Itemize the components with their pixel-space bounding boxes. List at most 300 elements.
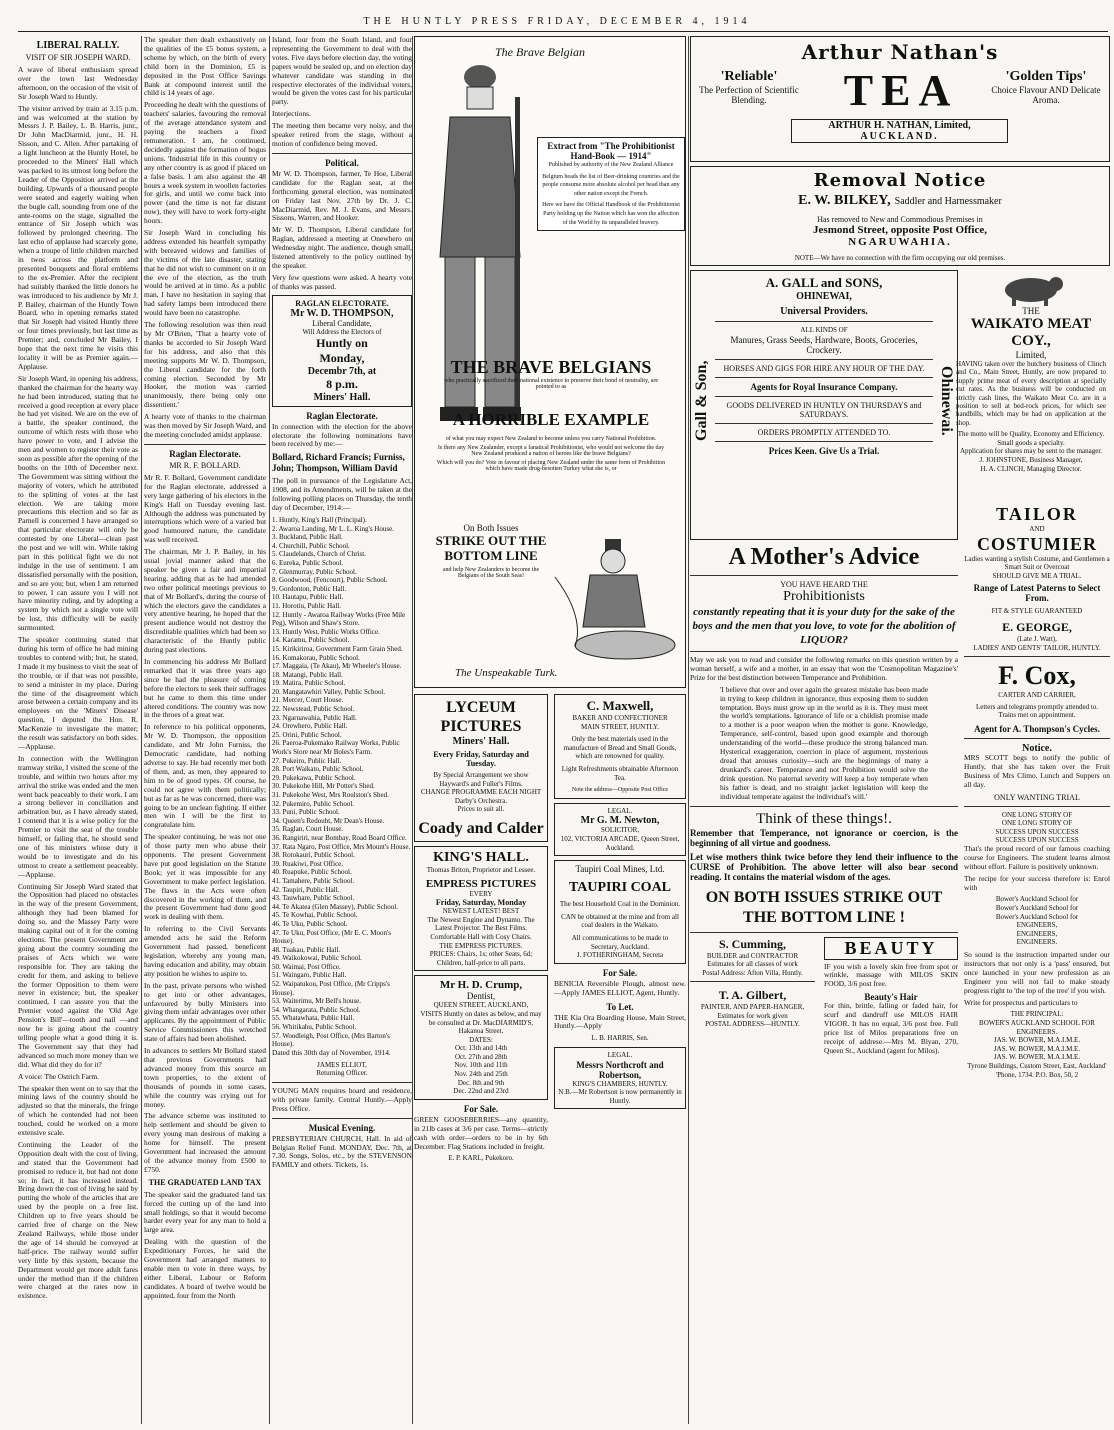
divider [272, 1082, 412, 1083]
paragraph: A wave of liberal enthusiasm spread over the town last Wednesday afternoon, on the occasion of the visit of Sir Joseph Ward to Huntly. [18, 65, 138, 101]
paragraph: In referring to the Civil Servants amended acts he said the Reform Government had passed, beneficent legislation, whereby any young man, having education and ability, may obtain any position he wishes to aspire to. [144, 924, 266, 978]
ad-day: Monday, [319, 350, 365, 365]
column-3 [272, 36, 412, 1424]
crump-addr: QUEEN STREET, AUCKLAND, [433, 1001, 529, 1010]
golden-block [991, 69, 1101, 105]
polling-place: 52. Waipatukou, Post Office, (Mr Cripps's House). [272, 980, 390, 997]
paragraph: In connection with the Wellington tramway strike, I visited the scene of the trouble, and within two hours after my arrival the strike was ended and the men went back peaceably to their work. I am a strong believer in conciliation and arbitration but, as I have already stated, I contend that it is a wise policy for the Premier to visit the seat of the trouble himself, or failing that, he should send one of his ministers whose duty it would be to investigate and do his utmost to create a settlement peaceably.—Applause. [18, 753, 138, 879]
divider [715, 441, 933, 442]
paragraph: The advance scheme was instituted to help settlement and should be given to every young man desirous of making a home for himself. The present Government had increased the amount of the advance money from £500 to £750. [144, 1111, 266, 1174]
paragraph: Very few questions were asked. A hearty vote of thanks was passed. [272, 272, 412, 291]
lower-row [690, 504, 1110, 1424]
polling-place: 36. Rangiriri, near Bombay, Road Board Office. [272, 833, 407, 842]
lyceum-ad [414, 694, 548, 842]
ad-role: Liberal Candidate, [312, 318, 372, 328]
paragraph: Mr W. D. Thompson, Liberal candidate for Raglan, addressed a meeting at Onewhero on Wednesday night. The audience, though small, listened attentively to the policy outlined by the speaker. [272, 225, 412, 270]
divider [690, 806, 958, 807]
mother-advice-ad [690, 544, 958, 1057]
tailor-ad [964, 504, 1110, 652]
beauty-body: IF you wish a lovely skin free from spot or wrinkle, massage with MILOS SKIN FOOD, 3/6 post free. [824, 961, 958, 989]
masthead-rule [18, 31, 1108, 32]
paragraph: Continuing the Leader of the Opposition dealt with the cost of living, and stated that the Government had promised to reduce it, but had not done so; in fact, it has increased instead. Bring down the cost of living he said by putting the whole of the articles that are used by the people on a free list. Children up to five years should be carried free of charge on the New Zealand Railways, while those under the age of 14 should be conveyed at half-price. The railway would suffer very little by this system, because the Department would get more adult fares under the method than if the children were charged at the rates now in existence. [18, 1139, 138, 1301]
polling-place: 18. Matangi, Public Hall. [272, 670, 343, 679]
paragraph: The poll in pursuance of the Legislature Act, 1908, and its Amendments, will be taken at the following polling places on Thursday, the tenth day of December, 1914:— [272, 476, 412, 513]
column-rule [269, 36, 270, 1424]
tailor-body: Ladies wanting a stylish Costume, and Gentlemen a Smart Suit or Overcoat [964, 554, 1110, 572]
taupiri-body: CAN be obtained at the mine and from all coal dealers in the Waikato. [561, 912, 679, 930]
empress-days: Friday, Saturday, Monday [435, 898, 527, 908]
polling-place: 10. Hautapu, Public Hall. [272, 593, 344, 602]
paragraph: The speaker continuing, he was not one of those party men who abuse their opponents. The present Government have put good legislation on the Statute Book; yet it was impossible for any Government to make perfect legislation. The flaws in the Acts were often discovered in the working of them, and the present Government had done good work in dealing with them. [144, 832, 266, 922]
paragraph: A hearty vote of thanks to the chairman was then moved by Sir Joseph Ward, and the meeting concluded amidst applause. [144, 412, 266, 439]
divider [690, 651, 958, 652]
paragraph: Island, four from the South Island, and four representing the Government to deal with the votes. Five days before election day, the voting papers would be sealed up, and on election day whatever candidate was standing in the respective electorates of the individual voters, would be given the votes cast for his particular party. [272, 36, 412, 107]
cox-ad [964, 661, 1110, 734]
strike-block [435, 523, 547, 579]
meat-mgr: J. JOHNSTONE, Business Manager, [979, 456, 1083, 465]
bower-tyrone: Tyrone Buildings, Custom Street, East, Auckland' [967, 1062, 1107, 1071]
divider [690, 981, 815, 982]
divider [690, 575, 958, 576]
lyceum-prices: Prices to suit all. [457, 805, 505, 814]
kings-prop: Thomas Briton, Proprietor and Lessee. [426, 865, 536, 874]
polling-place: 8. Goodwood, (Fencourt), Public School. [272, 576, 388, 585]
golden: 'Golden Tips' [1005, 69, 1087, 84]
extract-title: Extract from "The Prohibitionist Hand-Book — 1914" [547, 141, 675, 161]
every: EVERY [469, 889, 493, 898]
tailor-title: TAILOR [996, 504, 1078, 524]
gall-ad [690, 270, 958, 540]
nathan-ltd-box [791, 119, 1008, 143]
section-heading: For Sale. [463, 1103, 499, 1114]
reliable: 'Reliable' [720, 69, 778, 84]
maxwell-trade: BAKER AND CONFECTIONER [572, 714, 668, 722]
column-4 [414, 36, 686, 1424]
kings-title: KING'S HALL. [433, 849, 529, 865]
crump-ad [414, 975, 548, 1100]
gall-univ: Universal Providers. [780, 306, 868, 317]
classified: BENICIA Reversible Plough, almost new.—Apply JAMES ELLIOT, Agent, Huntly. [554, 978, 686, 997]
thompson-ad [272, 295, 412, 407]
classified: YOUNG MAN requires board and residence, with private family. Central Huntly.—Apply Press Office. [272, 1085, 412, 1113]
polling-place: 50. Waimai, Post Office. [272, 962, 341, 971]
gall-place: OHINEWAI, [796, 291, 852, 302]
beauty-hair-body: For thin, brittle, falling or faded hair, for scurf and dandruff use MILOS HAIR VIGOR. It has no equal, 3/6 post free. Full price list of Milos preparations free on receipt of addrese.—Mrs M. Blyan, 270, Queen St., Auckland (agent for Milos). [824, 1001, 958, 1055]
bower-eng: ENGINEERS, [1016, 921, 1058, 930]
column-5 [690, 36, 1110, 1424]
polling-place: 40. Ruapuke, Public School. [272, 868, 352, 877]
mother-wise: Let wise mothers think twice before they lend their influence to the CURSE of Prohibition. The above letter will also bear second reading. It contains the material wisdom of the ages. [690, 851, 958, 882]
cumming-title: S. Cumming, [718, 936, 786, 951]
divider [272, 153, 412, 154]
meat-title: WAIKATO MEAT COY., [970, 316, 1092, 349]
column-rule [688, 36, 689, 1424]
meat-motto: The motto will be Quality, Economy and Efficiency. [957, 430, 1105, 439]
coady-calder: Coady and Calder [418, 819, 544, 837]
cumming-est: Estimates for all classes of work [707, 960, 798, 969]
bower-sound: So sound is the instruction imparted under our instructors that not only is a 'pass' ensured, but once launched in your new profession as an Engineer you will not fail to make steady progress right to 'the top of the tree' if you wish. [964, 950, 1110, 995]
paragraph: The visitor arrived by train at 3.15 p.m. and was welcomed at the station by Messrs J. P. Bailey, L. B. Harris, junr., Dr John MacDiarmid, junr., H. H. Sisson, and C. Allen. After partaking of a light luncheon at the Huntly Hotel, he proceeded to the Miners' Hall which was packed to its utmost long before the Leader of the Opposition arrived at the building. Upwards of a thousand people were seated and eagerly waiting when the bugle call, sounding from one of the ante-rooms on the stage, signalled the entrance of Sir Joseph which was followed by prolonged cheering. The last echo of applause had scarcely gone, when a troupe of little children marched in twos across the platform and presented bouquets and floral emblems to the ex-Premier. After the recipient had suitably thanked the little donors he was introduced to his audience by Mr J. P. Bailey, chairman of the Huntly Town Board, who in opening remarks stated that Sir Joseph had visited Huntly three or four times previously, but last time as Premier; and, concluded Mr Bailey, I hope that the next time he visits this locality it will be as Premier again.—Applause. [18, 103, 138, 371]
bilkey-line [694, 191, 1106, 209]
horrible-sub: Which will you do? Vote in favour of placing New Zealand under the same form of Prohibition which have made drug-besotten Turkey what she is, or [436, 460, 666, 472]
crump-dates-head: DATES: [469, 1035, 493, 1044]
brave-heading: THE BRAVE BELGIANS [450, 357, 652, 377]
lyceum-arr: By Special Arrangement we show Hayward's and Fuller's Films. [433, 771, 529, 788]
polling-place: 31. Pukekohe West, Mrs Roulston's Shed. [272, 791, 389, 799]
polling-place: 24. Orewhero, Public Hall. [272, 722, 348, 731]
help-text: and help New Zealanders to become the Belgians of the South Seas! [442, 567, 540, 579]
cumming-addr: Postal Address: Afton Villa, Huntly. [702, 968, 803, 977]
polling-place: 45. Te Kowhai, Public School. [272, 911, 358, 920]
auckland: AUCKLAND. [860, 131, 939, 142]
polling-place: 15. Kirikiriroa, Government Farm Grain Shed. [272, 644, 403, 653]
crump-visits: VISITS Huntly on dates as below, and may be consulted at Dr. MacDIARMID'S, Hakanoa Street. [420, 1009, 542, 1036]
paragraph: Mr W. D. Thompson, farmer, Te Hoe, Liberal candidate for the Raglan seat, at the forthcoming general election, was nominated on Friday last Nov. 27th by Dr. J. C. MacDiarmid, Rev. M. J. Evans, and Messrs. Sissons, Warren, and Hooker. [272, 168, 412, 223]
paragraph: In connection with the election for the above electorate the following nominations have been received by me:— [272, 421, 412, 449]
cox-title: F. Cox, [998, 661, 1076, 691]
empress-title: EMPRESS PICTURES [425, 877, 537, 890]
bower-school: Bower's Auckland School for [995, 895, 1079, 904]
cox-role: CARTER AND CARRIER, [998, 691, 1076, 700]
polling-place: 38. Rotokauri, Public School. [272, 851, 355, 860]
polling-place: 34. Queen's Redoubt, Mr Dean's House. [272, 816, 385, 825]
polling-place: 14. Karamu, Public School. [272, 636, 350, 645]
classified: THE Kia Ora Boarding House, Main Street, Huntly.—Apply [554, 1012, 686, 1031]
lyceum-when: Every Friday, Saturday and Tuesday. [433, 750, 529, 768]
signer-role: Returning Officer. [316, 1069, 368, 1078]
polling-place: 9. Gordonton, Public Hall. [272, 584, 347, 593]
divider [715, 321, 933, 322]
polling-place: 48. Tuakau, Public Hall. [272, 945, 341, 954]
gall-title: A. GALL and SONS, [765, 275, 883, 290]
section-subhead: MR R. F. BOLLARD. [169, 460, 241, 470]
meat-md: H. A. CLINCH, Managing Director. [980, 464, 1082, 473]
bower-principal: THE PRINCIPAL: [1010, 1010, 1064, 1019]
paragraph: Mr R. F. Bollard, Government candidate for the Raglan electorate, addressed a very large gathering of his electors in the King's Hall on Tuesday evening last. Although the address was punctuated by interruptions which were of a varied but good humoured nature, the candidate was well received. [144, 472, 266, 545]
ad-place: Huntly on [316, 335, 368, 350]
col4-left-ads [414, 694, 548, 1163]
paragraph: The meeting then became very noisy, and the speaker retired from the stage, without a motion of confidence being moved. [272, 121, 412, 148]
polling-place: 32. Pukemiro, Public School. [272, 799, 355, 808]
paragraph: The speaker then dealt exhaustively on the qualities of the £5 bonus system, a scheme by which, on the birth of every child born in the Dominion, £5 is deposited in the Post Office Savings Bank at compound interest until the child is 14 years of age. [144, 36, 266, 98]
ad-hall: Miners' Hall. [313, 391, 371, 403]
legal-head: LEGAL. [607, 806, 633, 815]
paragraph: The speaker continuing stated that during his term of office he had mining troubles to contend with; but, he stated, I made it my business to visit the seat of the trouble, or if that was not possible, to send a minister in my place. During the time of the disagreement which arose between a certain company and its employees on the 'Miners' Disease' question, I deputed the Hon. R. MacKenzie to investigate the matter; the result was satisfactory on both sides.—Applause. [18, 635, 138, 751]
divider [715, 377, 933, 378]
meat-small: Small goods a specialty. [997, 438, 1065, 447]
divider [964, 806, 1110, 807]
northcroft-addr: KING'S CHAMBERS, HUNTLY. [572, 1079, 668, 1088]
crump-date: Dec. 8th and 9th [457, 1078, 505, 1087]
newton-name: Mr G. M. Newton, [580, 815, 660, 827]
extract-box [537, 137, 685, 231]
polling-place: 4. Churchill, Public School. [272, 541, 350, 550]
bower-body: That's the proud record of our famous coaching course for Engineers. The student learns almost without effort. Failure is positively unknown. [964, 843, 1110, 871]
polling-place: 43. Tauwhare, Public School. [272, 894, 355, 903]
polling-place: 22. Newstead, Public School. [272, 705, 355, 714]
prohibition-cartoon [414, 36, 686, 688]
paragraph: Dealing with the question of the Expeditionary Forces, he said the Government had arranged matters to enable men to vote in three ways, by either Liberal, Labour or Reform candidates. A board of twelve would be appointed, four from the North [144, 1237, 266, 1300]
taupiri-sub: The best Household Coal in the Dominion. [559, 900, 681, 909]
bower-school: Bower's Auckland School for [995, 904, 1079, 913]
paragraph: In commencing his address Mr Bollard remarked that it was three years ago since he had the pleasure of coming before the electors to seek their suffrages but he came to them this time under altered conditions. The country was now in the throes of a great war. [144, 657, 266, 720]
paragraph: A voice: The Ostrich Farm. [18, 1071, 99, 1081]
polling-place: 28. Port Waikato, Public School. [272, 765, 364, 774]
meat-shares: Application for shares may be sent to the manager. [959, 447, 1103, 456]
polling-place: 47. Te Uku, Post Office, (Mr E. C. Moon's House). [272, 928, 391, 946]
signer: E. P. KARL, Pukekoro. [448, 1154, 514, 1163]
reliable-block [699, 69, 799, 105]
maxwell-title: C. Maxwell, [586, 698, 654, 713]
tailor-fit: FIT & STYLE GUARANTEED [991, 607, 1083, 616]
jesmond: Jesmond Street, opposite Post Office, [813, 224, 987, 236]
bower-jas: JAS. W. BOWER, M.A.I.M.E. [993, 1053, 1081, 1062]
column-rule [141, 36, 142, 1424]
taupiri-co: Taupiri Coal Mines, Ltd. [575, 864, 665, 875]
maxwell-light: Light Refreshments obtainable Afternoon Tea. [561, 764, 679, 782]
bower-success: SUCCESS UPON SUCCESS [995, 827, 1079, 836]
gall-horses: HORSES AND GIGS FOR HIRE ANY HOUR OF THE DAY. [723, 363, 925, 373]
tailor-late: (Late J. Watt), [1017, 634, 1057, 643]
bower-eng: ENGINEERS. [1016, 938, 1058, 947]
polling-place: 23. Ngaruawahia, Public Hall. [272, 713, 357, 722]
crump-dates [418, 1044, 544, 1096]
crump-date: Nov. 24th and 25th [454, 1070, 508, 1079]
gilbert-role: PAINTER, AND PAPER-HANGER, [700, 1003, 805, 1012]
beauty-ad [824, 937, 958, 1059]
polling-place: 2. Awaroa Landing, Mr L. L. King's House. [272, 524, 394, 533]
tailor-range: Range of Latest Paterns to Select From. [973, 583, 1101, 604]
polling-place: 26. Paeroa-Pukemako Railway Works, Public Work's Store near Mr Boles's Farm. [272, 739, 400, 757]
belgian-caption: The Brave Belgian [495, 45, 585, 59]
paragraph: In reference to his political opponents, Mr W. D. Thompson, the opposition candidate, and Mr John Furniss, the Democratic candidate, had nothing adverse to say. He had recently met both of them, and, as men, they appeared to him to be of good types. Of course, he could not agree with them politically; but as far as he was concerned, there was going to be an unclean fighting. If either men win I will be the first to congratulate him. [144, 722, 266, 830]
paragraph: In advances to settlers Mr Bollard stated that previous Governments had advanced money from this source on town properties, to the extent of thousands of pounds in some cases, while the country was crying out for money. [144, 1046, 266, 1109]
newton-addr: 102, VICTORIA ARCADE, Queen Street, Auckland. [560, 834, 680, 852]
paragraph: The speaker then went on to say that the mining laws of the country should be adjusted so that the minerals, the fringe of which he contended had not been touched, could be worked on a more extensive scale. [18, 1083, 138, 1138]
section-heading: Musical Evening. [308, 1122, 376, 1133]
polling-list [272, 516, 412, 1049]
brave-sub: who practically sacrificed their national existence to preserve their bond of neutrality, are pointed to as [443, 378, 659, 390]
crump-role: Dentist, [466, 991, 496, 1002]
northcroft-note: N.B.—Mr Robertson is now permanently in Huntly. [558, 1088, 682, 1105]
divider [964, 656, 1110, 657]
bower-success: SUCCESS UPON SUCCESS [995, 836, 1079, 845]
bower-eng: ENGINEERS, [1016, 929, 1058, 938]
polling-place: 17. Maggaia, (Te Akau), Mr Wheeler's House. [272, 662, 402, 671]
divider [715, 423, 933, 424]
divider [715, 396, 933, 397]
cox-trains: Trains met on appointment. [998, 711, 1076, 720]
maxwell-ad [554, 694, 686, 799]
ngaruawahia: NGARUWAHIA. [848, 236, 952, 248]
paragraph: Interjections. [272, 109, 311, 119]
article-subtitle: VISIT OF SIR JOSEPH WARD. [25, 53, 131, 62]
paragraph: Continuing Sir Joseph Ward stated that the Opposition had placed no obstacles in the way of the present Government, although they had been blamed for doing so, and the Massey Party were making capital out of it for the coming elections. The present Government are going about the country sounding the praises of Acts which we were responsible for. They are taking the credit for them, and asking to believe the former Opposition to them were never in existence; but, the speaker continued, I can assure you that the Premier voted against the 'Old Age Pension's Bill'—tooth and nail —and now he is going about the country telling people what a good thing it is. The Government say that they had advanced so much more money than we did. What did they do for it? [18, 881, 138, 1069]
maxwell-body: Only the best materials used in the manufacture of Bread and Small Goods, which are renowned for quality. [563, 735, 677, 761]
bower-phone: 'Phone, 1734. P.O. Box, 50, 2 [995, 1070, 1079, 1079]
tailor-role: LADIES' AND GENTS' TAILOR, HUNTLY. [973, 643, 1101, 652]
gall-side-right: Ohinewai. [938, 366, 955, 436]
taupiri-signer: J. FOTHERINGHAM, Secreta [576, 951, 664, 960]
gall-goods: Manures, Grass Seeds, Hardware, Boots, Groceries, Crockery. [730, 334, 918, 355]
cumming-beauty-row [690, 937, 958, 1057]
bower-recipe: The recipe for your success therefore is: Enrol with [964, 873, 1110, 892]
extract-body: Here we have the Official Handbook of the Prohibitionist Party holding up the Nation which has won the affection of the World by its unparalleled bravery. [542, 202, 680, 226]
bilkey-name: E. W. BILKEY, [798, 193, 891, 208]
paragraph: Sir Joseph Ward, in opening his address, thanked the chairman for the hearty way he had been introduced, stating that he received a good reception at every place he had yet visited. We are on the eve of a battle, the speaker continued, the outcome of which rests with those who have power to vote, and I advise the men and women to register their vote as soon as possible after the opening of the booths on the 10th of December next. The Government was sitting without the majority of voters, which he attributed to the splitting of votes at the last election. We are taking more precautions this election and so far as Parnell is concerned I have arranged so that particular electorate will only be contested by one Liberal—clean past the post and we will win. While taking part in this political fight we do not indulge in the use of sentiment. I am dissatisfied personally with the position, and so are you; but, when I am returned to power, I can assure you I will not have minority ruling, and by adopting a system by which not a single vote will be lost, this difficulty will be easily surmounted. [18, 373, 138, 633]
cox-agent: Agent for A. Thompson's Cycles. [974, 723, 1100, 734]
bower-jas: JAS. W. BOWER, M.A.I.M.E. [993, 1036, 1081, 1045]
bower-school: Bower's Auckland School for [995, 912, 1079, 921]
gall-agents: Agents for Royal Insurance Company. [750, 381, 898, 392]
mother-quote: 'I believe that over and over again the greatest mistake has been made in trying to keep children in ignorance, thus exposing them to sudden temptation. Boys must grow up in the world as it is. They must meet the world's temptations. Ignorance of life or a childish promise made to a mother is a poor weapon when the mother is gone. Knowledge, Temperance, self-control, based upon good example and thorough understanding of the world—these produce the strong balanced man. Hysterical exaggeration, coercion in place of argument, mysterious dread that arouses curiosity—such are the beginnings of many a drunkard's career. Temperance and not Prohibition would solve the drink question. No paternal severity will keep a boy temperate when his father is dead, and no straight jacket legislation will keep the individual temperate against the individual's will.' [720, 684, 928, 801]
polling-place: 42. Taupiri, Public Hall. [272, 885, 340, 894]
removal-ad [690, 166, 1110, 266]
crump-date: Oct. 13th and 14th [454, 1044, 508, 1053]
polling-place: 19. Matira, Public School. [272, 679, 346, 688]
paragraph: Sir Joseph Ward in concluding his address extended his heartfelt sympathy with bereaved widows and families of the victims of the late disaster, stating that he did not wish to comment on it on the eve of the election, as the truth would be arrived at in time. As a public man, I have no hesitation in saying that had safety lamps been introduced there would have been no catastrophe. [144, 228, 266, 318]
column-rule [412, 36, 413, 1424]
kings-body: The Newest Engine and Dynamo. The Latest Projector. The Best Films. Comfortable Hall with Cosy Chairs. [427, 915, 535, 941]
tailor-should: SHOULD GIVE ME A TRIAL. [992, 571, 1082, 580]
polling-place: 51. Waingaro, Public Hall. [272, 971, 347, 980]
horrible-sub: of what you may expect New Zealand to become unless you carry National Prohibition. [445, 436, 657, 442]
taupiri-comm: All communications to be made to Secretary, Auckland. [571, 933, 669, 951]
divider [964, 738, 1110, 739]
mother-think: Think of these things!. [756, 810, 892, 827]
mother-line: constantly repeating that it is your duty for the sake of the boys and the men that you love, to vote for the abolition of LIQUOR? [692, 606, 956, 646]
gilbert-addr: POSTAL ADDRESS—HUNTLY. [705, 1020, 800, 1029]
newton-role: SOLICITOR, [600, 826, 640, 835]
polling-place: 3. Buckland, Public Hall. [272, 533, 343, 542]
bower-story: ONE LONG STORY OF [1001, 810, 1073, 819]
bower-story: ONE LONG STORY OF [1001, 819, 1073, 828]
section-heading: Raglan Electorate. [169, 448, 241, 459]
bower-ad [964, 811, 1110, 1080]
paragraph: The chairman, Mr J. P. Bailey, in his usual jovial manner asked that the speaker be given a fair and impartial hearing, adding that as he had attended two other political meetings previous to that of Mr Bollard's, during the course of which the electors gave the candidates a very attentive hearing, he hoped that the present audience would not destroy the discreditable qualities which had been so characteristic of the Huntly public during past elections. [144, 547, 266, 655]
paragraph: Proceeding he dealt with the questions of teachers' salaries, favouring the removal of the average attendance system and paying the teachers a fixed remuneration. I am, he continued, decidedly against the formation of bogus unions. 'Industrial life in this country or any other country is as good if placed on a false basis. I am also against the 48 hours a week system in woollen factories for girls, and until we come back into power (and the time is not far distant now), they will have to work forty-eight hours. [144, 100, 266, 226]
notice-only: ONLY WANTING TRIAL [994, 792, 1080, 802]
costumier-title: COSTUMIER [976, 533, 1097, 554]
notice-body: MRS SCOTT begs to notify the public of Huntly, that she has taken over the Fruit Business of Mrs Climo. Lunch and Suppers on all day. [964, 752, 1110, 789]
divider [690, 932, 958, 933]
divider [715, 359, 933, 360]
lyceum-orch: Darby's Orchestra. [454, 796, 508, 805]
cumming-role: BUILDER and CONTRACTOR [706, 951, 799, 960]
beauty-hair: Beauty's Hair [864, 992, 918, 1003]
section-heading: To Let. [606, 1001, 634, 1012]
both-issues: On Both Issues [463, 523, 519, 533]
turk-caption: The Unspeakable Turk. [455, 667, 558, 679]
removal-title: Removal Notice [813, 170, 987, 191]
section-heading: Raglan Electorate. [306, 410, 378, 421]
gall-side-left: Gall & Son, [693, 360, 710, 442]
polling-place: 20. Mangatawhiri Valley, Public School. [272, 687, 386, 696]
horrible-sub: Is there any New Zealander, except a fanatical Prohibitionist, who would not welcome the day New Zealand produced a nation of heroes like the brave Belgians? [437, 445, 665, 457]
polling-place: 16. Komakorau, Public School. [272, 653, 360, 662]
gilbert-title: T. A. Gilbert, [718, 988, 787, 1003]
polling-place: 41. Tamahere, Public School. [272, 876, 355, 885]
polling-place: 57. Woodleigh, Post Office, (Mrs Barton's House). [272, 1031, 390, 1049]
lyceum-change: CHANGE PROGRAMME EACH NIGHT [420, 788, 542, 797]
col4-right-ads [554, 694, 686, 1113]
taupiri-ad [554, 860, 686, 964]
section-heading: Political. [325, 157, 359, 168]
divider [272, 1118, 412, 1119]
bower-bauck: BOWER'S AUCKLAND SCHOOL FOR ENGINEERS. [979, 1019, 1095, 1036]
beauty-title: BEAUTY [824, 937, 958, 960]
tea-title: TEA [843, 66, 959, 115]
maxwell-addr: MAIN STREET, HUNTLY. [581, 722, 659, 731]
tailor-and: AND [1029, 525, 1045, 533]
horrible-heading: A HORRIBLE EXAMPLE [452, 410, 650, 429]
divider [144, 444, 266, 445]
extract-by: Published by authority of the New Zealand Alliance [548, 162, 674, 168]
northcroft-ad [554, 1047, 686, 1109]
paragraph: In the past, private persons who wished to get into or other advantages, unfavoured by bully Ministers into giving them unfair advantages over other applicants. By the appointment of Public Service Commissioners this wretched state of affairs had been abolished. [144, 980, 266, 1044]
strike-heading: STRIKE OUT THE BOTTOM LINE [435, 533, 547, 563]
meat-body: HAVING taken over the butchery business of Clinch and Co., Main Street, Huntly, are now prepared to supply prime meat of every description at specially cut rates. As the business will be conducted on strictly cash lines, the Waikato Meat Co. are in a position to sell at bed-rock prices, for which see handbills, which may be had on application at the shop. [956, 360, 1106, 427]
mother-strike: ON BOTH ISSUES STRIKE OUT THE BOTTOM LINE ! [705, 888, 943, 926]
newest: NEWEST LATEST! BEST [442, 907, 520, 916]
polling-place: 29. Pukekawa, Public School. [272, 773, 356, 782]
bull-icon [996, 270, 1066, 306]
article-title: LIBERAL RALLY. [36, 40, 120, 51]
perfection: The Perfection of Scientific Blending. [699, 85, 799, 105]
gall-kinds: ALL KINDS OF [800, 326, 848, 334]
nathan-tea-ad [690, 36, 1110, 162]
crump-date: Nov. 10th and 11th [454, 1061, 508, 1070]
polling-place: 46. Te Uku, Public School. [272, 919, 348, 928]
meat-the: THE [1022, 306, 1040, 316]
notice-head: Notice. [1022, 742, 1052, 754]
polling-place: 1. Huntly, King's Hall (Principal). [272, 516, 367, 524]
polling-place: 7. Glenmurray, Public School. [272, 567, 357, 576]
section-heading: For Sale. [602, 967, 638, 978]
turk-illustration [545, 537, 681, 667]
polling-place: 55. Whatawhata, Public Hall. [272, 1014, 355, 1023]
kings-prices: PRICES: Chairs, 1s; other Seats, 6d; Children, half-price to all parts. [429, 950, 533, 967]
polling-place: 44. Te Akatea (Glen Massey), Public School. [272, 902, 398, 911]
polling-place: 54. Whangarata, Public School. [272, 1005, 361, 1014]
polling-place: 11. Horotiu, Public Hall. [272, 601, 341, 610]
polling-place: 13. Huntly West, Public Works Office. [272, 627, 380, 636]
choice: Choice Flavour AND Delicate Aroma. [991, 85, 1101, 105]
paragraph: The following resolution was then read by Mr O'Brien, 'That a hearty vote of thanks be accorded to Sir Joseph Ward for his address, and also that this meeting supports Mr W. D. Thompson, the Liberal candidate for the forth coming election. Seconded by Mr Hooker, the motion was carried unanimously, there being only one dissentient.' [144, 320, 266, 410]
polling-place: 5. Claudelands, Church of Christ. [272, 550, 366, 559]
gall-meat-row [690, 270, 1110, 540]
polling-place: 35. Raglan, Court House. [272, 825, 344, 834]
cox-body: Letters and telegrams promptly attended to. [975, 702, 1099, 711]
nathan-title: Arthur Nathan's [801, 40, 999, 64]
signer: JAMES ELLIOT, [317, 1060, 367, 1069]
ad-line: RAGLAN ELECTORATE. [295, 298, 389, 308]
masthead: THE HUNTLY PRESS FRIDAY, DECEMBER 4, 1914 [363, 16, 751, 27]
lyceum-title: LYCEUM PICTURES [440, 699, 522, 735]
polling-place: 21. Mercer, Court House. [272, 696, 344, 705]
newton-ad [554, 803, 686, 856]
polling-place: 49. Waikokowai, Public School. [272, 954, 362, 963]
bower-jas: JAS. W. BOWER, M.A.I.M.E. [993, 1044, 1081, 1053]
right-ads [964, 504, 1110, 1079]
polling-place: 56. Whitikahu, Public School. [272, 1023, 357, 1032]
taupiri-title: TAUPIRI COAL [568, 880, 672, 896]
kings-hall-ad [414, 846, 548, 971]
gall-orders: ORDERS PROMPTLY ATTENDED TO. [757, 427, 891, 437]
polling-place: 53. Waiterimu, Mr Bell's house. [272, 997, 362, 1006]
empress2: THE EMPRESS PICTURES. [439, 941, 523, 950]
classified: GREEN GOOSEBERRIES—any quantity, in 21lb cases at 3/6 per case. Terms—strictly cash with order—orders to be in by 6th December. Flag Stations included in freight. [414, 1114, 548, 1151]
